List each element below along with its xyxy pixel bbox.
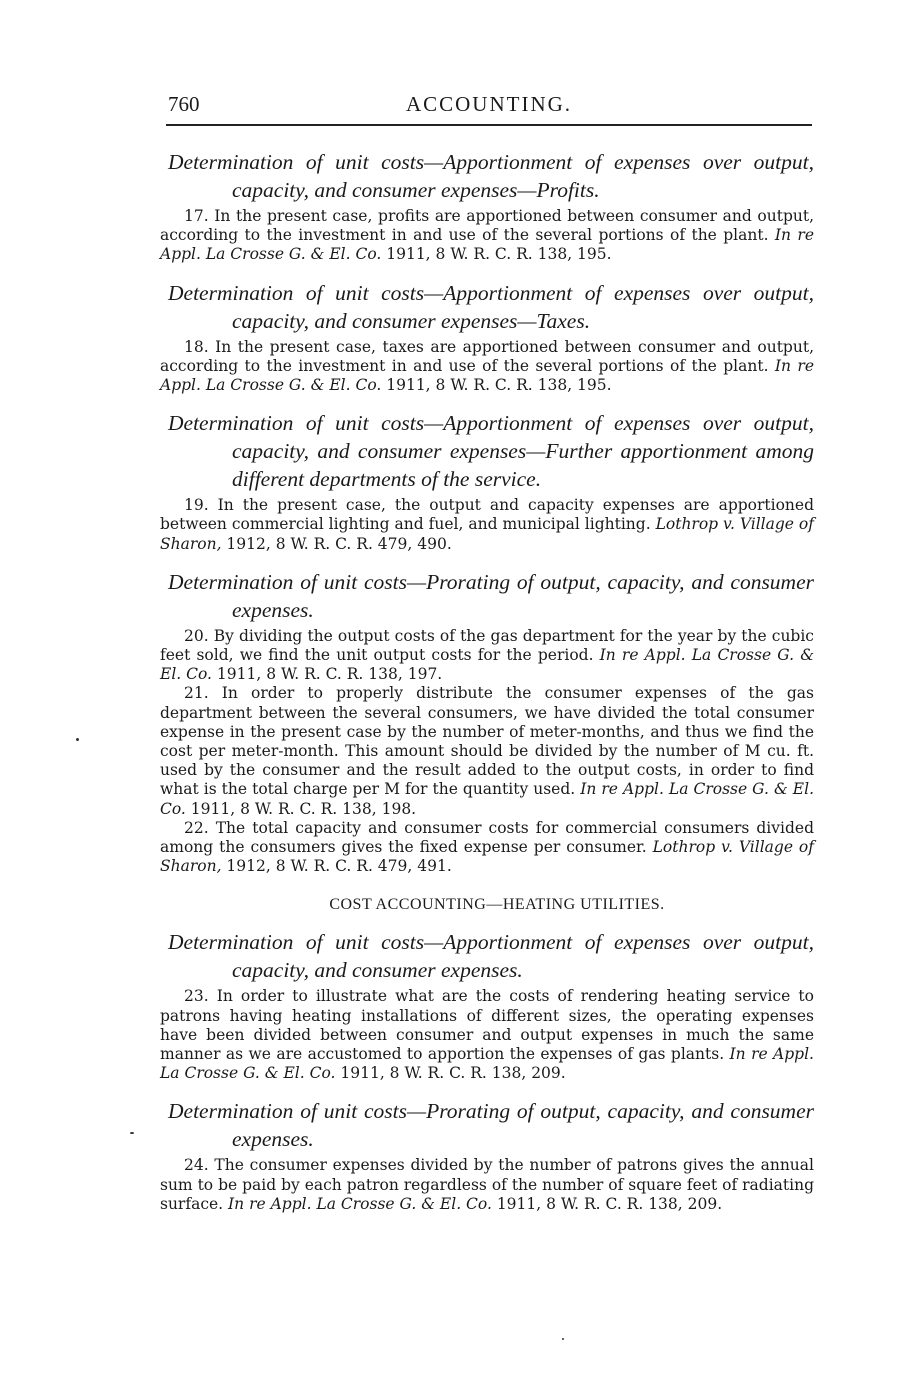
paragraph [160,496,814,554]
citation-reference: 1911, 8 W. R. C. R. 138, 209. [491,1194,723,1213]
paragraph-text: 17. In the present case, profits are apportioned between consumer and output, according to the investment in and use of the several portions of the plant. [160,207,814,245]
case-citation: Lothrop v. Village of Sharon, [160,838,815,876]
citation-reference: 1912, 8 W. R. C. R. 479, 491. [221,857,452,876]
page-body [160,148,814,1214]
paragraph-text: 20. By dividing the output costs of the gas department for the year by the cubic feet sold, we find the unit output costs for the period. [160,626,814,665]
case-citation: In re Appl. La Crosse G. & El. Co. [160,1045,814,1083]
citation-reference: 1911, 8 W. R. C. R. 138, 198. [185,799,417,818]
case-citation: In re Appl. La Crosse G. & El. Co. [228,1194,492,1213]
citation-reference: 1911, 8 W. R. C. R. 138, 195. [381,376,612,395]
paragraph [160,987,814,1083]
scan-speck [562,1338,564,1340]
citation-reference: 1911, 8 W. R. C. R. 138, 195. [381,245,612,264]
section-heading: Determination of unit costs—Apportionment of expenses over output, capacity, and consumer expenses. [168,930,814,983]
paragraph [160,1156,814,1214]
section-heading: Determination of unit costs—Apportionment of expenses over output, capacity, and consumer expenses—Further apportionment among different departments of the service. [168,411,814,492]
section-heading: Determination of unit costs—Apportionment of expenses over output, capacity, and consumer expenses—Taxes. [168,280,814,333]
section-heading: Determination of unit costs—Apportionment of expenses over output, capacity, and consumer expenses—Profits. [168,150,814,202]
running-head [166,92,812,122]
case-citation: In re Appl. La Crosse G. & El. Co. [160,646,814,684]
case-citation: In re Appl. La Crosse G. & El. Co. [160,780,814,818]
section-heading: Determination of unit costs—Prorating of output, capacity, and consumer expenses. [168,569,814,622]
case-citation: In re Appl. La Crosse G. & El. Co. [160,226,814,264]
paragraph-text: 22. The total capacity and consumer costs for commercial consumers divided among the consumers gives the fixed expense per consumer. [160,818,814,857]
page-number: 760 [168,92,200,116]
scan-speck [130,1132,134,1134]
paragraph-text: 21. In order to properly distribute the consumer expenses of the gas department between the several consumers, we have divided the total consumer expense in the present case by the number of meter-months, and thus we find the cost per meter-month. This amount should be divided by the number of M cu. ft. used by the consumer and the result added to the output costs, in order to find what is the total charge per M for the quantity used. [160,684,814,799]
citation-reference: 1912, 8 W. R. C. R. 479, 490. [221,534,452,553]
paragraph [160,819,814,877]
section-title: COST ACCOUNTING—HEATING UTILITIES. [329,896,665,914]
case-citation: Lothrop v. Village of Sharon, [160,515,815,553]
paragraph [160,627,814,685]
paragraph-text: 24. The consumer expenses divided by the number of patrons gives the annual sum to be paid by each patron regardless of the number of square feet of radiating surface. [160,1156,814,1213]
paragraph-text: 18. In the present case, taxes are apportioned between consumer and output, according to the investment in and use of the several portions of the plant. [160,337,814,375]
paragraph [160,207,814,265]
paragraph-text: 19. In the present case, the output and capacity expenses are apportioned between commercial lighting and fuel, and municipal lighting. [160,496,814,534]
citation-reference: 1911, 8 W. R. C. R. 138, 209. [335,1064,566,1083]
paragraph [160,684,814,818]
citation-reference: 1911, 8 W. R. C. R. 138, 197. [211,665,443,684]
paragraph [160,338,814,396]
header-rule [166,124,812,126]
paragraph-text: 23. In order to illustrate what are the costs of rendering heating service to patrons having heating installations of different sizes, the operating expenses have been divided between consumer and output expenses in much the same manner as we are accustomed to apportion the expenses of gas plants. [160,987,814,1064]
case-citation: In re Appl. La Crosse G. & El. Co. [160,356,814,395]
section-heading: Determination of unit costs—Prorating of output, capacity, and consumer expenses. [168,1099,814,1152]
running-title: ACCOUNTING. [405,92,573,116]
scan-speck [76,738,79,741]
